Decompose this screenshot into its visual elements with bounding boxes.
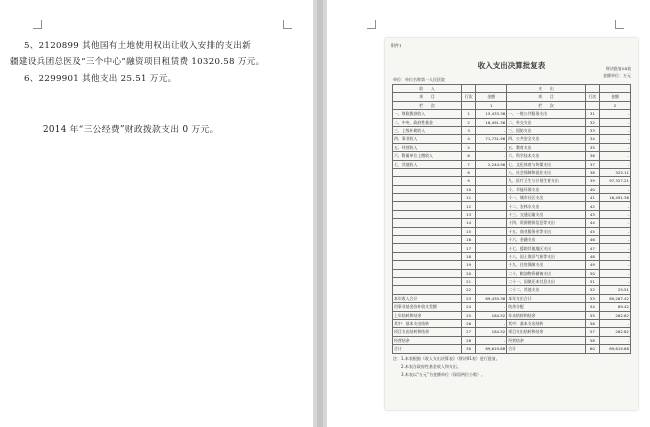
- table-row: [393, 219, 631, 227]
- table-cell: -: [600, 252, 631, 260]
- table-cell: 262.82: [600, 328, 631, 336]
- table-cell: 89.42: [600, 303, 631, 311]
- table-cell: -: [600, 219, 631, 227]
- header-cell: 1: [476, 101, 507, 109]
- header-cell: [585, 85, 599, 93]
- table-cell: 49: [585, 261, 599, 269]
- table-row: [393, 110, 631, 118]
- table-row: [393, 345, 631, 353]
- table-cell: 6: [462, 152, 476, 160]
- table-row: [393, 261, 631, 269]
- table-cell: [476, 177, 507, 185]
- table-cell: 23: [462, 294, 476, 302]
- page-margin-mark-top-left: [33, 20, 42, 29]
- table-row: [393, 252, 631, 260]
- table-header-row-columns: [393, 93, 631, 101]
- table-cell: [393, 177, 462, 185]
- header-cell: 金额: [600, 93, 631, 101]
- table-cell: [393, 194, 462, 202]
- vertical-scrollbar[interactable]: [317, 0, 323, 427]
- table-cell: 二十二、其他支出: [507, 286, 586, 294]
- table-cell: 44: [585, 219, 599, 227]
- table-cell: 45: [585, 227, 599, 235]
- table-cell: 经营结余: [507, 336, 586, 344]
- table-cell: -: [600, 185, 631, 193]
- table-cell: 7: [462, 160, 476, 168]
- unit-label: 单位：单位名称第一人民医院: [393, 77, 445, 82]
- table-cell: 39: [585, 177, 599, 185]
- table-row: [393, 152, 631, 160]
- table-cell: 十、节能环保支出: [507, 185, 586, 193]
- table-cell: 四、事业收入: [393, 135, 462, 143]
- table-row: [393, 294, 631, 302]
- table-cell: 51: [585, 277, 599, 285]
- table-cell: 31: [585, 110, 599, 118]
- table-cell: 32: [585, 118, 599, 126]
- table-cell: -: [600, 277, 631, 285]
- table-cell: 合计: [507, 345, 586, 353]
- table-cell: 33: [585, 126, 599, 134]
- table-cell: [476, 286, 507, 294]
- page-separator: [313, 0, 327, 427]
- table-cell: 325.11: [600, 168, 631, 176]
- table-cell: 三、上级补助收入: [393, 126, 462, 134]
- table-row: [393, 168, 631, 176]
- header-cell: 行次: [462, 93, 476, 101]
- table-cell: 七、其他收入: [393, 160, 462, 168]
- table-cell: [476, 185, 507, 193]
- table-cell: [476, 277, 507, 285]
- table-cell: [393, 277, 462, 285]
- table-cell: [476, 210, 507, 218]
- table-cell: 21: [462, 277, 476, 285]
- table-cell: 14: [462, 219, 476, 227]
- table-note-1: 注：1.本表根据《收入支出决算表》（财决01表）进行批复。: [393, 356, 500, 361]
- table-cell: [393, 210, 462, 218]
- table-cell: 97,327.21: [600, 177, 631, 185]
- header-cell: 栏 次: [393, 101, 462, 109]
- table-cell: 经营结余: [393, 336, 462, 344]
- header-cell: 栏 次: [507, 101, 586, 109]
- table-cell: 89,619.88: [476, 345, 507, 353]
- header-cell: 项 目: [507, 93, 586, 101]
- table-cell: 十六、金融支出: [507, 236, 586, 244]
- table-cell: 43: [585, 210, 599, 218]
- table-cell: -: [600, 143, 631, 151]
- table-cell: 50: [585, 269, 599, 277]
- table-row: [393, 328, 631, 336]
- table-cell: 11: [462, 194, 476, 202]
- table-cell: 8: [462, 168, 476, 176]
- page-margin-mark-top-right: [283, 20, 292, 29]
- table-row: [393, 135, 631, 143]
- table-cell: [476, 219, 507, 227]
- table-cell: 合计: [393, 345, 462, 353]
- table-cell: [393, 227, 462, 235]
- table-cell: 本年支出合计: [507, 294, 586, 302]
- table-cell: 12: [462, 202, 476, 210]
- table-cell: -: [600, 261, 631, 269]
- table-cell: 年末结转和结余: [507, 311, 586, 319]
- header-cell: 支 出: [507, 85, 586, 93]
- table-cell: 56: [585, 319, 599, 327]
- table-row: [393, 177, 631, 185]
- table-cell: 41: [585, 194, 599, 202]
- table-cell: 二、外交支出: [507, 118, 586, 126]
- table-cell: 十七、援助其他地区支出: [507, 244, 586, 252]
- table-cell: 二十、粮油物资储备支出: [507, 269, 586, 277]
- table-cell: 89,435.36: [476, 294, 507, 302]
- table-cell: [393, 261, 462, 269]
- table-cell: [393, 252, 462, 260]
- table-cell: -: [476, 143, 507, 151]
- table-cell: 42: [585, 202, 599, 210]
- table-cell: 4: [462, 135, 476, 143]
- table-cell: -: [476, 336, 507, 344]
- table-row: [393, 227, 631, 235]
- table-row: [393, 319, 631, 327]
- body-text-line-2: 疆建设兵团总医及“三个中心”融资项目租赁费 10320.58 万元。: [10, 57, 265, 67]
- table-cell: -: [600, 152, 631, 160]
- table-row: [393, 269, 631, 277]
- table-cell: 47: [585, 244, 599, 252]
- table-cell: -: [600, 244, 631, 252]
- table-cell: [393, 185, 462, 193]
- table-cell: 一、一般公共服务支出: [507, 110, 586, 118]
- table-cell: -: [600, 160, 631, 168]
- table-cell: 项目支出结转和结余: [507, 328, 586, 336]
- table-cell: 55: [585, 311, 599, 319]
- table-cell: 一、财政拨款收入: [393, 110, 462, 118]
- table-cell: -: [600, 135, 631, 143]
- table-cell: 2: [462, 118, 476, 126]
- sheet-title: 收入支出决算批复表: [477, 61, 546, 70]
- header-cell: [600, 85, 631, 93]
- table-cell: 40: [585, 185, 599, 193]
- table-cell: 30: [462, 345, 476, 353]
- table-cell: 184.52: [476, 328, 507, 336]
- table-cell: [476, 261, 507, 269]
- header-cell: 行次: [585, 93, 599, 101]
- table-cell: [476, 236, 507, 244]
- table-row: [393, 143, 631, 151]
- header-cell: 金额: [476, 93, 507, 101]
- table-cell: 58: [585, 336, 599, 344]
- header-cell: 项 目: [393, 93, 462, 101]
- table-row: [393, 286, 631, 294]
- table-cell: 16,491.36: [476, 118, 507, 126]
- table-cell: 71,731.96: [476, 135, 507, 143]
- table-cell: 15,433.36: [476, 110, 507, 118]
- table-note-2: 2.本表含政府性基金收入和支出。: [393, 364, 461, 369]
- header-cell: 2: [600, 101, 631, 109]
- table-cell: 25.51: [600, 286, 631, 294]
- table-cell: 18: [462, 252, 476, 260]
- table-cell: 37: [585, 160, 599, 168]
- table-cell: [393, 168, 462, 176]
- table-cell: -: [476, 152, 507, 160]
- table-cell: 52: [585, 286, 599, 294]
- header-cell: [476, 85, 507, 93]
- table-cell: 46: [585, 236, 599, 244]
- table-cell: 28: [462, 336, 476, 344]
- table-cell: 用事业基金弥补收支差额: [393, 303, 462, 311]
- table-cell: 十一、城乡社区支出: [507, 194, 586, 202]
- body-text-line-3: 6、2299901 其他支出 25.51 万元。: [24, 74, 177, 84]
- table-cell: 上年结转和结余: [393, 311, 462, 319]
- table-cell: 二十一、国债还本付息支出: [507, 277, 586, 285]
- table-cell: 184.52: [476, 311, 507, 319]
- table-cell: 10: [462, 185, 476, 193]
- table-row: [393, 244, 631, 252]
- table-row: [393, 210, 631, 218]
- left-page: [0, 0, 313, 427]
- table-cell: 89,267.42: [600, 294, 631, 302]
- table-cell: 24: [462, 303, 476, 311]
- scanned-table-image: [385, 38, 638, 410]
- attachment-label: 附件1: [391, 43, 402, 48]
- table-header-row-index: [393, 101, 631, 109]
- table-row: [393, 160, 631, 168]
- table-cell: -: [600, 336, 631, 344]
- table-cell: [393, 236, 462, 244]
- table-cell: 十八、国土海洋气象等支出: [507, 252, 586, 260]
- table-cell: [476, 252, 507, 260]
- table-cell: 20: [462, 269, 476, 277]
- table-row: [393, 194, 631, 202]
- table-cell: 六、附属单位上缴收入: [393, 152, 462, 160]
- table-cell: [476, 202, 507, 210]
- table-cell: 十四、资源勘探信息等支出: [507, 219, 586, 227]
- table-cell: 35: [585, 143, 599, 151]
- table-cell: 26: [462, 319, 476, 327]
- table-cell: -: [476, 126, 507, 134]
- table-cell: 53: [585, 294, 599, 302]
- table-cell: 三、国防支出: [507, 126, 586, 134]
- table-cell: [476, 168, 507, 176]
- table-cell: 七、文化体育与传媒支出: [507, 160, 586, 168]
- table-cell: 36: [585, 152, 599, 160]
- table-cell: 2,244.96: [476, 160, 507, 168]
- table-cell: 其中：基本支出结转: [507, 319, 586, 327]
- sheet-code: 财决批复04表: [605, 66, 631, 71]
- page-margin-mark-top-right: [615, 20, 624, 29]
- table-cell: 16: [462, 236, 476, 244]
- table-cell: 九、医疗卫生与计划生育支出: [507, 177, 586, 185]
- table-cell: -: [600, 227, 631, 235]
- table-cell: 57: [585, 328, 599, 336]
- table-cell: 19: [462, 261, 476, 269]
- table-row: [393, 202, 631, 210]
- table-cell: 22: [462, 286, 476, 294]
- table-cell: -: [600, 110, 631, 118]
- table-cell: 十三、交通运输支出: [507, 210, 586, 218]
- table-cell: 48: [585, 252, 599, 260]
- table-cell: 15: [462, 227, 476, 235]
- table-cell: 八、社会保障和就业支出: [507, 168, 586, 176]
- table-cell: 十五、商业服务业等支出: [507, 227, 586, 235]
- table-cell: 十九、住房保障支出: [507, 261, 586, 269]
- table-cell: [476, 194, 507, 202]
- table-row: [393, 126, 631, 134]
- table-cell: [476, 269, 507, 277]
- table-cell: 54: [585, 303, 599, 311]
- table-cell: [476, 227, 507, 235]
- table-cell: 27: [462, 328, 476, 336]
- header-cell: [585, 101, 599, 109]
- table-cell: -: [476, 303, 507, 311]
- table-cell: 1: [462, 110, 476, 118]
- table-cell: 五、教育支出: [507, 143, 586, 151]
- body-text-line-1: 5、2120899 其他国有土地使用权出让收入安排的支出新: [24, 41, 252, 51]
- table-cell: [476, 244, 507, 252]
- table-cell: 89,619.88: [600, 345, 631, 353]
- table-cell: [393, 219, 462, 227]
- table-cell: 二、中央、政府性基金: [393, 118, 462, 126]
- table-cell: [393, 269, 462, 277]
- table-cell: -: [600, 236, 631, 244]
- amount-unit: 金额单位：万元: [603, 73, 631, 78]
- table-cell: -: [600, 210, 631, 218]
- table-cell: 3: [462, 126, 476, 134]
- table-row: [393, 311, 631, 319]
- table-cell: 17: [462, 244, 476, 252]
- table-cell: 60: [585, 345, 599, 353]
- table-cell: -: [600, 202, 631, 210]
- table-cell: -: [600, 118, 631, 126]
- table-cell: -: [600, 269, 631, 277]
- table-cell: 五、经营收入: [393, 143, 462, 151]
- body-text-line-4: 2014 年“三公经费”财政拨款支出 0 万元。: [43, 125, 219, 135]
- table-cell: 25: [462, 311, 476, 319]
- table-cell: 262.82: [600, 311, 631, 319]
- table-cell: 十二、农林水支出: [507, 202, 586, 210]
- table-cell: [393, 244, 462, 252]
- table-row: [393, 118, 631, 126]
- table-cell: 项目支出结转和结余: [393, 328, 462, 336]
- table-cell: 38: [585, 168, 599, 176]
- table-cell: 5: [462, 143, 476, 151]
- table-cell: 其中：基本支出结转: [393, 319, 462, 327]
- table-cell: -: [476, 319, 507, 327]
- page-margin-mark-top-left: [367, 20, 376, 29]
- table-cell: -: [600, 126, 631, 134]
- table-row: [393, 277, 631, 285]
- table-row: [393, 336, 631, 344]
- header-cell: 收 入: [393, 85, 462, 93]
- table-cell: 本年收入合计: [393, 294, 462, 302]
- table-cell: 结余分配: [507, 303, 586, 311]
- table-cell: -: [600, 319, 631, 327]
- table-row: [393, 185, 631, 193]
- table-note-3: 3.本表以“万元”为金额单位（保留两位小数）。: [393, 372, 485, 377]
- table-row: [393, 236, 631, 244]
- table-row: [393, 303, 631, 311]
- table-cell: [393, 286, 462, 294]
- table-header-row-group: [393, 85, 631, 93]
- table-cell: 16,491.36: [600, 194, 631, 202]
- header-cell: [462, 101, 476, 109]
- header-cell: [462, 85, 476, 93]
- table-cell: 六、科学技术支出: [507, 152, 586, 160]
- budget-approval-table: [392, 84, 631, 354]
- table-cell: 9: [462, 177, 476, 185]
- table-cell: 四、公共安全支出: [507, 135, 586, 143]
- table-cell: 34: [585, 135, 599, 143]
- table-cell: [393, 202, 462, 210]
- table-cell: 13: [462, 210, 476, 218]
